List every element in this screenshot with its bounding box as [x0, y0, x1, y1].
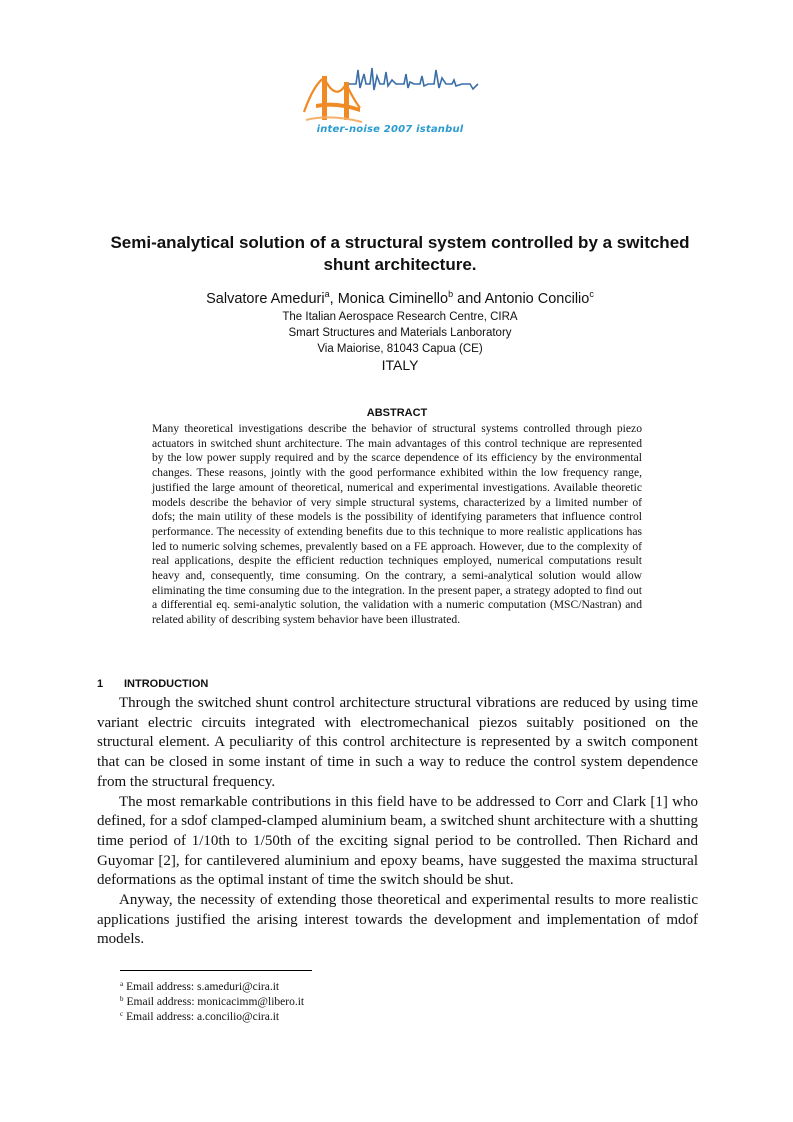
footnote-text: Email address: monicacimm@libero.it — [126, 996, 305, 1008]
affiliation-country: ITALY — [381, 357, 419, 373]
bridge-water — [306, 117, 362, 122]
footnote — [120, 980, 304, 995]
author-name: Antonio Concilio — [484, 291, 590, 307]
author-separator: , — [329, 291, 338, 307]
abstract-text: Many theoretical investigations describe the behavior of structural systems controlled through piezo actuators in switched shunt architecture. The main advantages of this control technique are represented by the low power supply required and by the scarce dependence of its efficiency by the environmental changes. These reasons, jointly with the good performance exhibited within the low frequency range, justified the large amount of theoretical, numerical and experimental investigations. Available theoretic models describe the behavior of very simple structural systems, characterized by a limited number of dofs; the main utility of these models is the possibility of identifying parameters that influence control performance. The necessity of extending benefits due to this technique to more realistic applications has led to numeric solving schemes, prevalently based on a FE approach. However, due to the complexity of real applications, despite the efficient reduction techniques employed, numerical computations result heavy and, consequently, time consuming. On the contrary, a semi-analytical solution would allow eliminating the time consuming due to the integration. In the present paper, a strategy adopted to find out a differential eq. semi-analytic solution, the validation with a numeric computation (MSC/Nastran) and related ability of describing system behavior have been illustrated. — [152, 422, 642, 627]
body-paragraph: The most remarkable contributions in this field have to be addressed to Corr and Clark [1] who defined, for a sdof clamped-clamped aluminium beam, a switched shunt architecture with a shutting time period of 1/10th to 1/50th of the exciting signal period to be controlled. Then Richard and Guyomar [2], for cantilevered aluminium and epoxy beams, have suggested the maxima structural deformations as the optimal instant of time the switch should be shut. — [97, 793, 698, 889]
footnote-divider — [120, 970, 312, 971]
affiliation-line: The Italian Aerospace Research Centre, CIRA — [282, 311, 518, 323]
section-number: 1 — [97, 678, 104, 690]
section-body — [97, 694, 698, 950]
body-paragraph: Anyway, the necessity of extending those theoretical and experimental results to more realistic applications justified the arising interest towards the development and implementation of mdof models. — [97, 892, 698, 948]
waveform-line — [348, 68, 478, 90]
abstract-heading: ABSTRACT — [366, 407, 428, 419]
affiliation-line: Via Maiorise, 81043 Capua (CE) — [317, 343, 483, 355]
footnote — [120, 995, 304, 1010]
author-affil-mark: a — [324, 289, 330, 299]
affiliation-line: Smart Structures and Materials Lanboratory — [288, 327, 512, 339]
body-paragraph: Through the switched shunt control architecture structural vibrations are reduced by using time variant electric circuits integrated with electromechanical piezos suitably positioned on the structural element. A peculiarity of this control architecture is represented by a switch component that can be closed in some instant of time in such a way to reduce the control system dependence from the structural frequency. — [97, 695, 698, 790]
footnote-mark: b — [120, 995, 124, 1003]
author-separator: and — [453, 291, 485, 307]
author-affil-mark: c — [589, 289, 594, 299]
section-heading — [97, 678, 208, 690]
footnote — [120, 1010, 304, 1025]
author-list — [100, 291, 700, 307]
footnote-mark: a — [120, 980, 124, 988]
section-title: INTRODUCTION — [124, 678, 209, 690]
author-name: Salvatore Ameduri — [206, 291, 325, 307]
logo-caption: inter-noise 2007 istanbul — [316, 124, 464, 135]
author-affil-mark: b — [448, 289, 454, 299]
paper-title: Semi-analytical solution of a structural system controlled by a switched shunt architecture. — [110, 233, 690, 274]
footnotes — [120, 980, 304, 1025]
footnote-text: Email address: a.concilio@cira.it — [126, 1011, 280, 1023]
footnote-mark: c — [120, 1010, 124, 1018]
author-name: Monica Ciminello — [337, 291, 449, 307]
footnote-text: Email address: s.ameduri@cira.it — [126, 981, 280, 993]
